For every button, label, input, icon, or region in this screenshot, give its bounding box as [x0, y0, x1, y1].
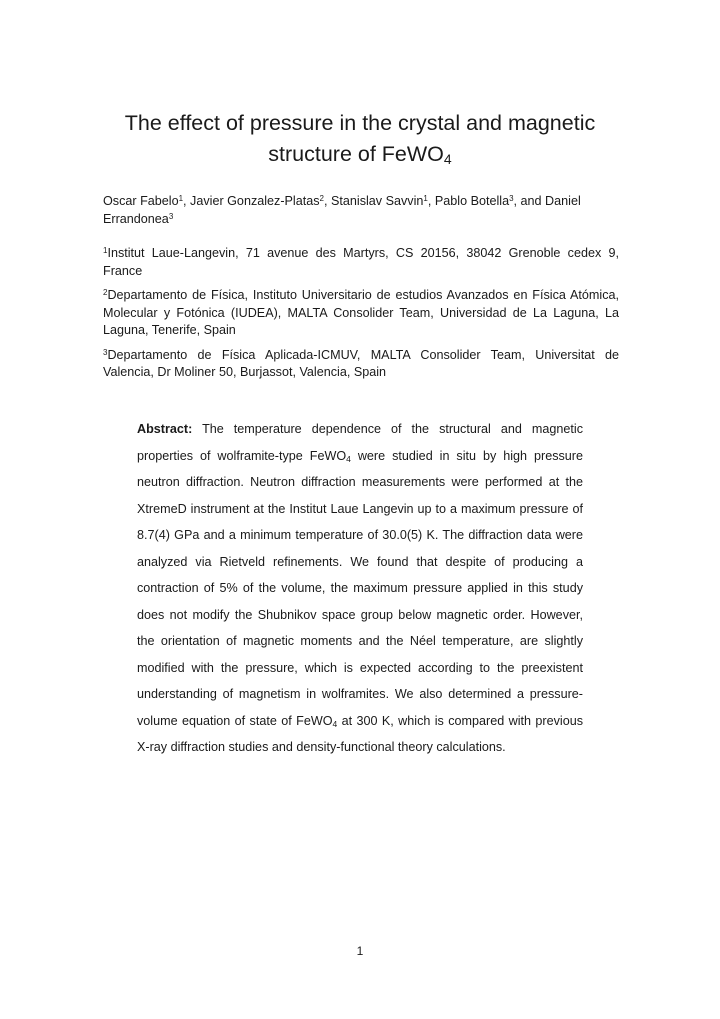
author-name: Stanislav Savvin	[331, 194, 424, 208]
abstract-text-2: were studied in situ by high pressure neutron diffraction. Neutron diffraction measurements were performed at the XtremeD instrument at the Institut Laue Langevin up to a maximum pressure of 8.7(4) GPa and a minimum temperature of 30.0(5) K. The diffraction data were analyzed via Rietveld refinements. We found that despite of producing a contraction of 5% of the volume, the maximum pressure applied in this study does not modify the Shubnikov space group below magnetic order. However, the orientation of magnetic moments and the Néel temperature, are slightly modified with the pressure, which is expected according to the preexistent understanding of magnetism in wolframites. We also determined a pressure-volume equation of state of FeWO	[137, 448, 583, 728]
abstract-label: Abstract:	[137, 422, 193, 436]
author-affiliation-mark: 1	[423, 194, 428, 203]
affiliation	[103, 347, 619, 382]
abstract-text-3: at 300 K, which is compared with previous X-ray diffraction studies and density-functional theory calculations.	[137, 713, 583, 754]
title-text: The effect of pressure in the crystal and magnetic structure of FeWO	[124, 111, 596, 166]
abstract-subscript-1: 4	[346, 453, 351, 464]
affiliation	[103, 245, 619, 280]
abstract	[137, 416, 583, 761]
paper-title	[100, 108, 620, 175]
affiliation-text: Departamento de Física, Instituto Universitario de estudios Avanzados en Física Atómica, Molecular y Fotónica (IUDEA), MALTA Consolider Team, Universidad de La Laguna, La Laguna, Tenerife, Spain	[103, 288, 619, 337]
author-affiliation-mark: 1	[178, 194, 184, 203]
author-separator: ,	[183, 194, 191, 208]
author-list	[103, 192, 619, 228]
author-name: Pablo Botella	[434, 194, 510, 208]
affiliation-mark: 3	[103, 347, 108, 357]
author-name: Daniel Errandonea	[103, 194, 581, 226]
author-separator: ,	[427, 194, 435, 208]
affiliation-text: Departamento de Física Aplicada-ICMUV, MALTA Consolider Team, Universitat de Valencia, Dr Moliner 50, Burjassot, Valencia, Spain	[103, 347, 619, 379]
page-number: 1	[356, 944, 364, 958]
title-subscript: 4	[443, 151, 452, 167]
affiliation-mark: 2	[103, 288, 108, 297]
author-affiliation-mark: 2	[319, 194, 324, 203]
affiliation	[103, 287, 619, 340]
author-affiliation-mark: 3	[509, 194, 514, 203]
author-separator: ,	[324, 194, 331, 208]
author-name: Oscar Fabelo	[103, 194, 179, 208]
abstract-subscript-2: 4	[332, 718, 338, 729]
affiliation-text: Institut Laue-Langevin, 71 avenue des Martyrs, CS 20156, 38042 Grenoble cedex 9, France	[103, 246, 619, 278]
abstract-text-1: The temperature dependence of the structural and magnetic properties of wolframite-type FeWO	[137, 422, 583, 463]
affiliation-mark: 1	[103, 246, 108, 255]
affiliation-list	[103, 245, 619, 389]
author-affiliation-mark: 3	[168, 212, 174, 221]
author-separator: , and	[513, 194, 546, 208]
author-name: Javier Gonzalez-Platas	[190, 194, 320, 208]
